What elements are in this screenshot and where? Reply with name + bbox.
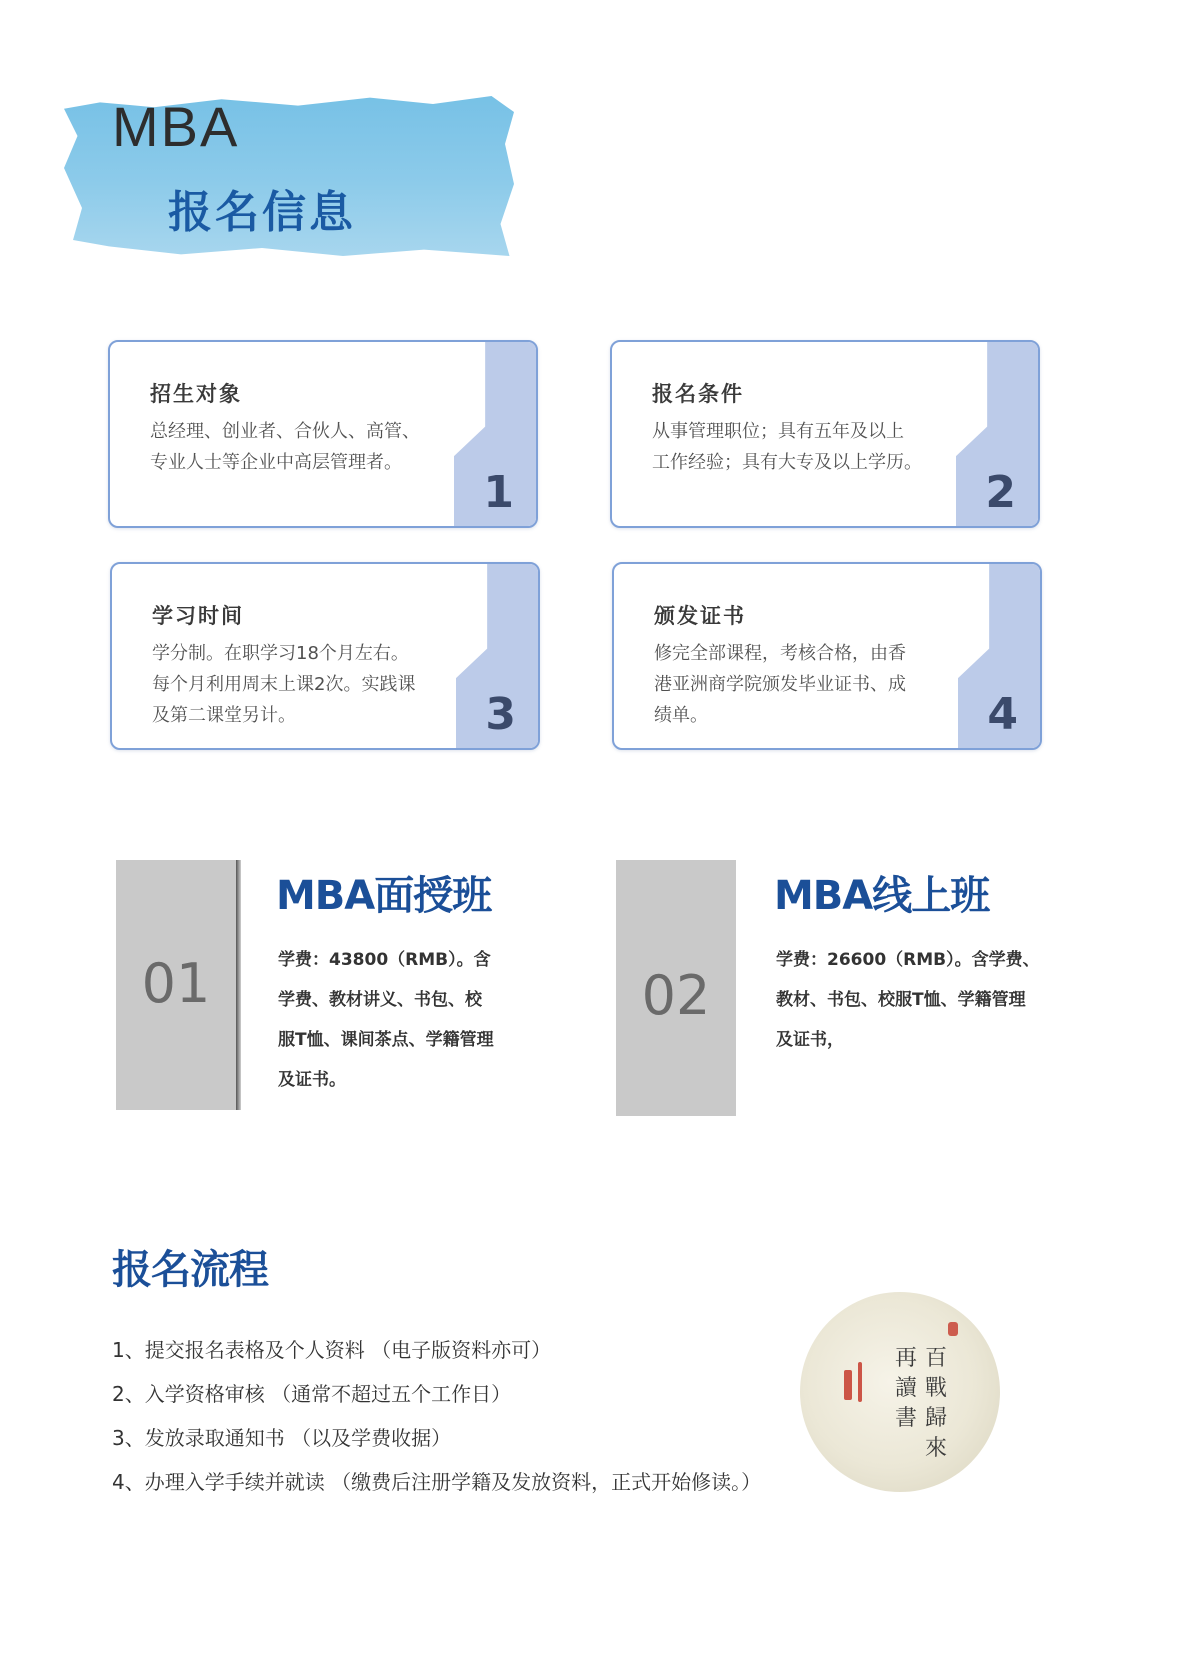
class-text-line: 及证书。 xyxy=(278,1070,346,1090)
red-stamp-mark xyxy=(858,1362,862,1402)
card-text-line: 工作经验；具有大专及以上学历。 xyxy=(652,452,922,473)
class-text-line: 教材、书包、校服T恤、学籍管理 xyxy=(776,990,1026,1010)
card-text-line: 修完全部课程，考核合格，由香 xyxy=(654,643,906,664)
card-number: 3 xyxy=(485,689,516,740)
card-number: 2 xyxy=(985,467,1016,518)
class-text-line: 学费：26600（RMB）。含学费、 xyxy=(776,950,1040,970)
process-step: 1、提交报名表格及个人资料 （电子版资料亦可） xyxy=(112,1338,552,1362)
process-title: 报名流程 xyxy=(112,1247,268,1293)
red-stamp-dot xyxy=(948,1322,958,1336)
info-card-certificate xyxy=(612,562,1042,750)
card-number: 4 xyxy=(987,689,1018,740)
card-text-line: 绩单。 xyxy=(654,705,708,726)
card-text xyxy=(654,638,954,731)
card-text-line: 总经理、创业者、合伙人、高管、 xyxy=(150,421,420,442)
process-step: 2、入学资格审核 （通常不超过五个工作日） xyxy=(112,1382,512,1406)
card-text xyxy=(152,638,452,731)
card-text-line: 学分制。在职学习18个月左右。 xyxy=(152,643,409,664)
class-number: 02 xyxy=(641,964,711,1027)
process-step: 3、发放录取通知书 （以及学费收据） xyxy=(112,1426,452,1450)
class-text-line: 及证书， xyxy=(776,1030,844,1050)
card-text xyxy=(652,416,962,478)
class-title: MBA线上班 xyxy=(774,873,990,919)
class-title: MBA面授班 xyxy=(276,873,492,919)
process-step: 4、办理入学手续并就读 （缴费后注册学籍及发放资料，正式开始修读。） xyxy=(112,1470,762,1494)
class-number-block xyxy=(116,860,236,1110)
card-number: 1 xyxy=(483,467,514,518)
block-shadow xyxy=(236,860,241,1110)
class-text-line: 服T恤、课间茶点、学籍管理 xyxy=(278,1030,494,1050)
card-title: 报名条件 xyxy=(652,382,744,406)
info-card-requirements xyxy=(610,340,1040,528)
class-description xyxy=(278,940,494,1100)
page-title: 报名信息 xyxy=(168,187,356,238)
header-mba-text: MBA xyxy=(112,95,240,158)
card-title: 学习时间 xyxy=(152,604,244,628)
info-card-target xyxy=(108,340,538,528)
card-text-line: 及第二课堂另计。 xyxy=(152,705,296,726)
calligraphy-seal xyxy=(800,1292,1000,1492)
card-title: 颁发证书 xyxy=(654,604,746,628)
calligraphy-column: 再 讀 書 xyxy=(894,1346,917,1431)
calligraphy-column: 歸 來 xyxy=(924,1406,947,1461)
card-text-line: 专业人士等企业中高层管理者。 xyxy=(150,452,402,473)
red-stamp-mark xyxy=(844,1370,852,1400)
card-text-line: 从事管理职位；具有五年及以上 xyxy=(652,421,904,442)
calligraphy-column: 百 戰 xyxy=(924,1346,947,1401)
card-text xyxy=(150,416,450,478)
class-description xyxy=(776,940,1040,1060)
info-card-study-time xyxy=(110,562,540,750)
card-text-line: 每个月利用周末上课2次。实践课 xyxy=(152,674,416,695)
class-text-line: 学费：43800（RMB）。含 xyxy=(278,950,491,970)
class-number: 01 xyxy=(141,952,211,1015)
process-steps xyxy=(112,1328,761,1504)
card-title: 招生对象 xyxy=(150,382,242,406)
class-text-line: 学费、教材讲义、书包、校 xyxy=(278,990,482,1010)
class-number-block xyxy=(616,860,736,1116)
card-text-line: 港亚洲商学院颁发毕业证书、成 xyxy=(654,674,906,695)
